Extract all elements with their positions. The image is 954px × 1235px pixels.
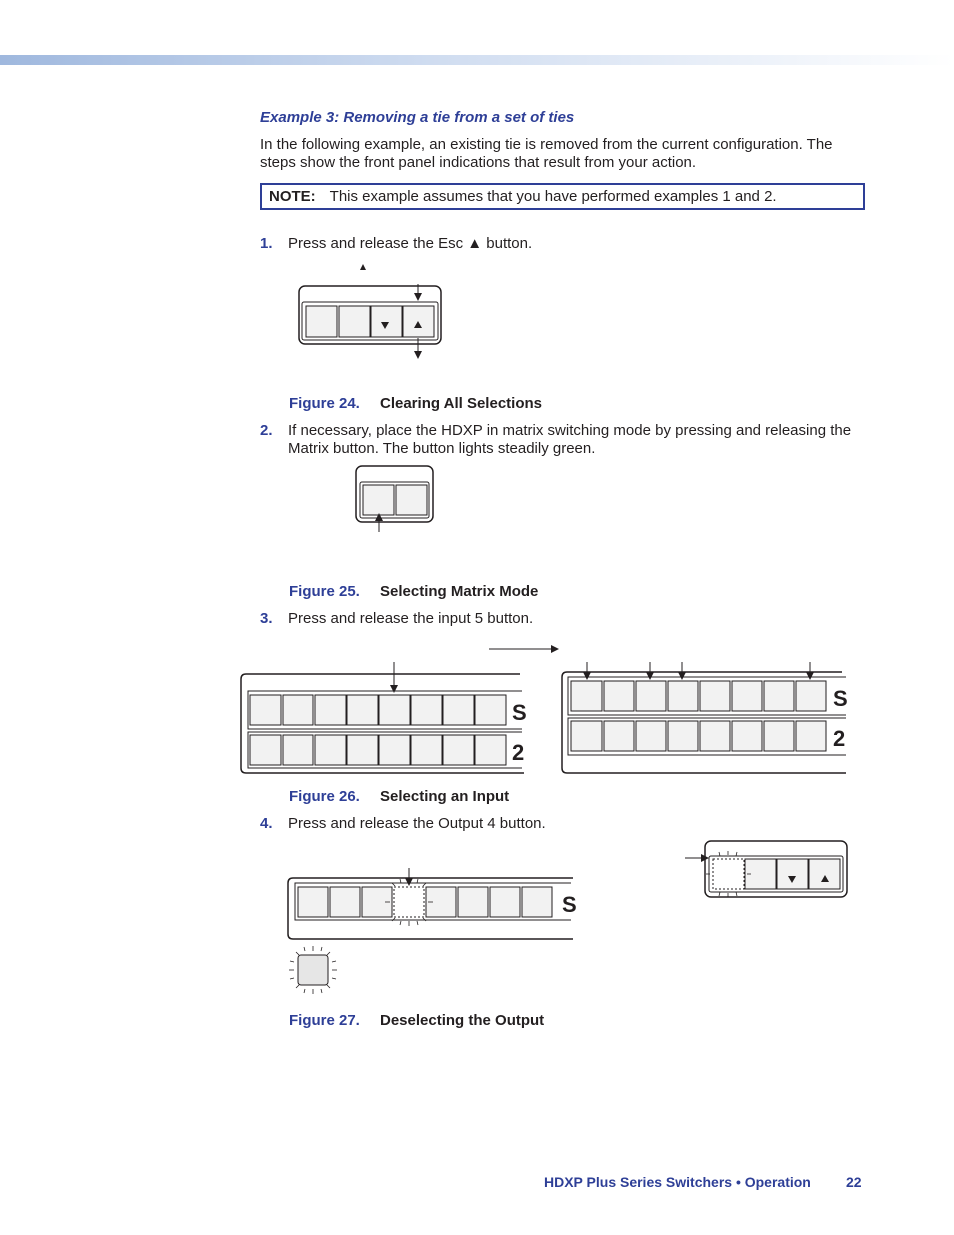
step-3-number: 3. xyxy=(260,610,273,627)
note-text: This example assumes that you have performed examples 1 and 2. xyxy=(329,188,777,205)
figure-27-title: Deselecting the Output xyxy=(380,1012,545,1029)
note-label: NOTE: xyxy=(269,188,316,205)
step-2-line-2: Matrix button. The button lights steadily green. xyxy=(288,440,596,457)
step-3-text: Press and release the input 5 button. xyxy=(288,610,534,627)
step-1-text: Press and release the Esc ▲ button. xyxy=(288,235,533,252)
intro-paragraph: In the following example, an existing tie is removed from the current configuration. The steps show the front panel indications that result from your action. xyxy=(260,136,833,171)
figure-26-panels xyxy=(241,649,846,773)
figure-25-label: Figure 25. xyxy=(289,583,360,600)
step-2-number: 2. xyxy=(260,422,273,439)
step-1-number: 1. xyxy=(260,235,273,252)
figure-27-esc-panel xyxy=(685,841,847,897)
footer-title: HDXP Plus Series Switchers • Operation xyxy=(544,1174,811,1190)
step-2-line-1: If necessary, place the HDXP in matrix switching mode by pressing and releasing the xyxy=(288,422,852,439)
panel-letter-left: S xyxy=(512,700,527,725)
figure-27-label: Figure 27. xyxy=(289,1012,360,1029)
figure-26-title: Selecting an Input xyxy=(380,788,510,805)
section-heading: Example 3: Removing a tie from a set of ties xyxy=(260,109,575,126)
figure-26-label: Figure 26. xyxy=(289,788,360,805)
footer-page-number: 22 xyxy=(846,1174,862,1190)
step-4-number: 4. xyxy=(260,815,273,832)
step-4-text: Press and release the Output 4 button. xyxy=(288,815,546,832)
figure-27-output-panel xyxy=(288,868,573,939)
panel-digit-left: 2 xyxy=(512,740,525,765)
panel-digit-right: 2 xyxy=(833,726,846,751)
panel-letter-right: S xyxy=(833,686,848,711)
figure-24-label: Figure 24. xyxy=(289,395,360,412)
figure-25-title: Selecting Matrix Mode xyxy=(380,583,539,600)
figure-24-title: Clearing All Selections xyxy=(380,395,542,412)
figure-25-panel xyxy=(356,466,433,532)
figure-24-panel xyxy=(299,264,441,358)
panel-letter-output: S xyxy=(562,892,577,917)
blinking-button-legend xyxy=(289,946,337,994)
